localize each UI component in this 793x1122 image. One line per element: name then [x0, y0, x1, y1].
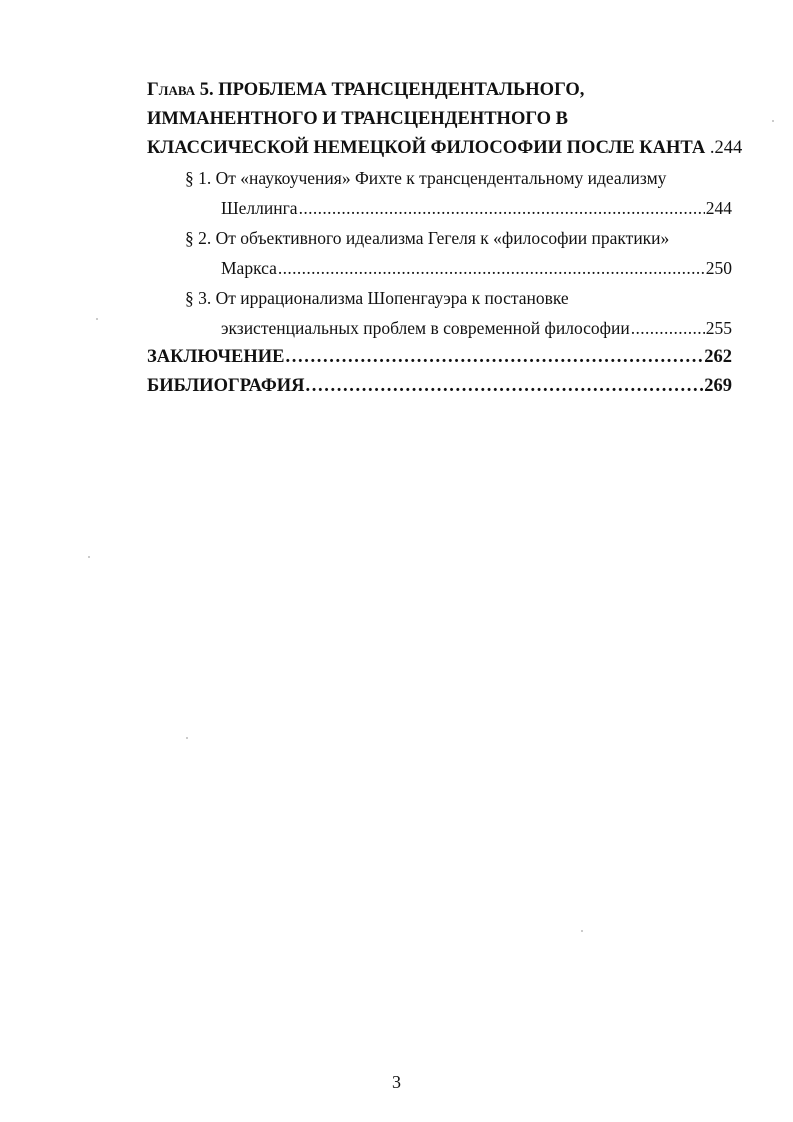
chapter-title-part-3: КЛАССИЧЕСКОЙ НЕМЕЦКОЙ ФИЛОСОФИИ ПОСЛЕ КАНТА [147, 138, 706, 158]
section-entry-line [185, 193, 732, 223]
toc-section-3[interactable] [147, 283, 732, 343]
leader-dots [306, 372, 704, 401]
conclusion-page-number: 262 [704, 347, 732, 367]
chapter-title-line-2: ИММАНЕНТНОГО И ТРАНСЦЕНДЕНТНОГО В [147, 109, 568, 129]
section-page-number: 255 [705, 318, 732, 338]
leader-dots [286, 343, 704, 372]
scan-speck [88, 556, 90, 558]
section-entry-line [185, 253, 732, 283]
section-page-number: 250 [705, 258, 732, 278]
bibliography-label: БИБЛИОГРАФИЯ [147, 376, 305, 396]
section-title-line-1: § 2. От объективного идеализма Гегеля к «философии практики» [185, 228, 670, 248]
scan-speck [96, 318, 98, 320]
conclusion-label: ЗАКЛЮЧЕНИЕ [147, 347, 285, 367]
page-number: 3 [392, 1072, 401, 1092]
chapter-title-line-1 [147, 76, 732, 105]
section-title-line-2: экзистенциальных проблем в современной философии [221, 318, 630, 338]
toc-section-2[interactable] [147, 223, 732, 283]
chapter-page-number: .244 [709, 138, 743, 158]
toc-section-1[interactable] [147, 163, 732, 223]
scan-speck [581, 930, 583, 932]
section-entry-line [185, 313, 732, 343]
chapter-title-line-3 [147, 134, 743, 163]
leader-dots [631, 313, 705, 343]
chapter-title-part-1: ПРОБЛЕМА ТРАНСЦЕНДЕНТАЛЬНОГО, [218, 80, 585, 100]
toc-conclusion[interactable] [147, 343, 732, 372]
leader-dots [278, 253, 705, 283]
table-of-contents [147, 76, 743, 401]
scan-speck [186, 737, 188, 739]
toc-chapter-5[interactable] [147, 76, 743, 163]
scan-speck [772, 120, 774, 122]
leader-dots [299, 193, 705, 223]
toc-bibliography[interactable] [147, 372, 732, 401]
section-page-number: 244 [705, 198, 732, 218]
chapter-prefix: Глава 5. [147, 80, 214, 100]
section-title-line-2: Шеллинга [221, 198, 298, 218]
section-title-line-1: § 3. От иррационализма Шопенгауэра к постановке [185, 288, 569, 308]
section-title-line-2: Маркса [221, 258, 277, 278]
bibliography-page-number: 269 [704, 376, 732, 396]
section-title-line-1: § 1. От «наукоучения» Фихте к трансцендентальному идеализму [185, 168, 667, 188]
